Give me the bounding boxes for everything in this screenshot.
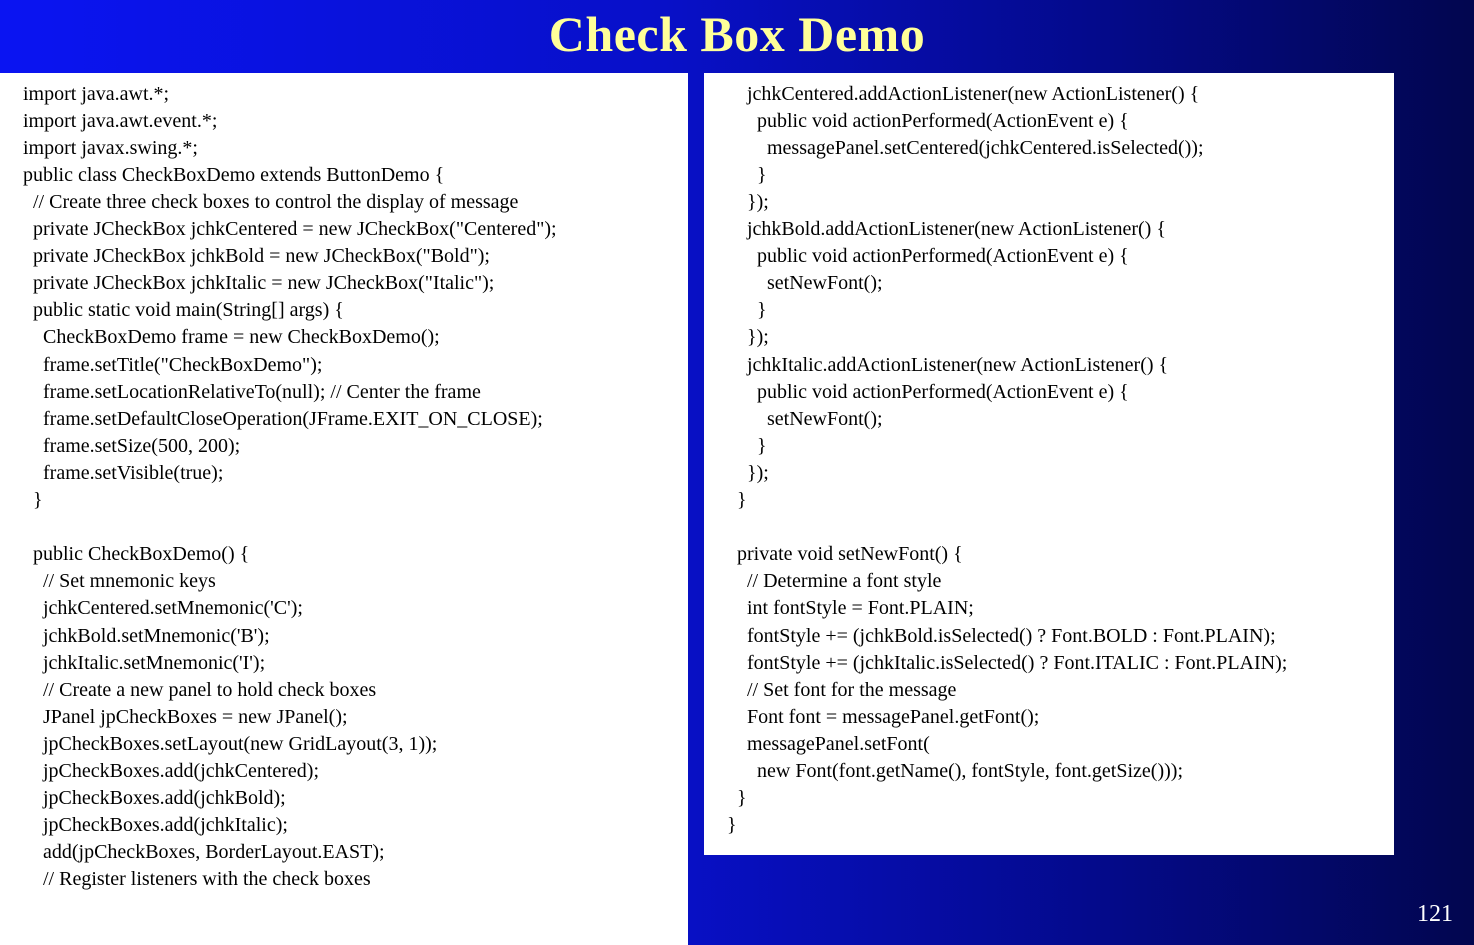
code-line: frame.setSize(500, 200); <box>23 435 241 457</box>
code-line: jpCheckBoxes.add(jchkItalic); <box>23 814 288 836</box>
code-line: } <box>727 787 747 809</box>
code-line: public CheckBoxDemo() { <box>23 543 250 565</box>
code-line: } <box>727 299 767 321</box>
code-line: fontStyle += (jchkBold.isSelected() ? Font.BOLD : Font.PLAIN); <box>727 625 1276 647</box>
code-line: // Determine a font style <box>727 570 942 592</box>
code-line: setNewFont(); <box>727 408 883 430</box>
code-line: } <box>727 814 737 836</box>
code-line: import java.awt.*; <box>23 83 170 105</box>
code-line: } <box>23 489 43 511</box>
code-line: jchkItalic.addActionListener(new ActionListener() { <box>727 354 1169 376</box>
code-line: import javax.swing.*; <box>23 137 198 159</box>
code-line: private JCheckBox jchkCentered = new JCheckBox("Centered"); <box>23 218 557 240</box>
code-line: frame.setVisible(true); <box>23 462 224 484</box>
code-line: jchkBold.addActionListener(new ActionListener() { <box>727 218 1166 240</box>
code-line: jchkCentered.addActionListener(new ActionListener() { <box>727 83 1200 105</box>
code-line: jchkItalic.setMnemonic('I'); <box>23 652 266 674</box>
code-line: } <box>727 435 767 457</box>
code-line: frame.setDefaultCloseOperation(JFrame.EXIT_ON_CLOSE); <box>23 408 543 430</box>
code-line: } <box>727 489 747 511</box>
code-line: public void actionPerformed(ActionEvent e) { <box>727 245 1129 267</box>
code-line: private void setNewFont() { <box>727 543 963 565</box>
code-line: jpCheckBoxes.setLayout(new GridLayout(3, 1)); <box>23 733 438 755</box>
code-line: int fontStyle = Font.PLAIN; <box>727 597 974 619</box>
code-line: private JCheckBox jchkBold = new JCheckBox("Bold"); <box>23 245 490 267</box>
code-line: messagePanel.setFont( <box>727 733 930 755</box>
code-panel-right <box>704 73 1394 855</box>
code-panel-left <box>0 73 688 945</box>
code-line: } <box>727 164 767 186</box>
code-line: jpCheckBoxes.add(jchkCentered); <box>23 760 320 782</box>
slide-title: Check Box Demo <box>548 6 926 62</box>
code-line: jpCheckBoxes.add(jchkBold); <box>23 787 286 809</box>
code-line: import java.awt.event.*; <box>23 110 218 132</box>
code-line: setNewFont(); <box>727 272 883 294</box>
code-line: public void actionPerformed(ActionEvent e) { <box>727 110 1129 132</box>
code-line: // Register listeners with the check boxes <box>23 868 371 890</box>
code-line: // Set mnemonic keys <box>23 570 216 592</box>
code-line: }); <box>727 462 769 484</box>
code-line: add(jpCheckBoxes, BorderLayout.EAST); <box>23 841 385 863</box>
code-line: // Create a new panel to hold check boxes <box>23 679 377 701</box>
code-line: }); <box>727 326 769 348</box>
code-line: public static void main(String[] args) { <box>23 299 344 321</box>
code-line: JPanel jpCheckBoxes = new JPanel(); <box>23 706 348 728</box>
code-line: messagePanel.setCentered(jchkCentered.isSelected()); <box>727 137 1204 159</box>
code-line: // Create three check boxes to control the display of message <box>23 191 519 213</box>
code-line: public void actionPerformed(ActionEvent e) { <box>727 381 1129 403</box>
code-line: jchkBold.setMnemonic('B'); <box>23 625 270 647</box>
code-line: CheckBoxDemo frame = new CheckBoxDemo(); <box>23 326 440 348</box>
code-line: private JCheckBox jchkItalic = new JCheckBox("Italic"); <box>23 272 495 294</box>
code-line: Font font = messagePanel.getFont(); <box>727 706 1040 728</box>
code-line: new Font(font.getName(), fontStyle, font.getSize())); <box>727 760 1183 782</box>
code-line: // Set font for the message <box>727 679 957 701</box>
code-line: public class CheckBoxDemo extends ButtonDemo { <box>23 164 445 186</box>
code-line: }); <box>727 191 769 213</box>
code-line: frame.setLocationRelativeTo(null); // Center the frame <box>23 381 481 403</box>
code-line: frame.setTitle("CheckBoxDemo"); <box>23 354 323 376</box>
page-number: 121 <box>1417 901 1453 927</box>
code-line: fontStyle += (jchkItalic.isSelected() ? Font.ITALIC : Font.PLAIN); <box>727 652 1288 674</box>
code-line: jchkCentered.setMnemonic('C'); <box>23 597 303 619</box>
